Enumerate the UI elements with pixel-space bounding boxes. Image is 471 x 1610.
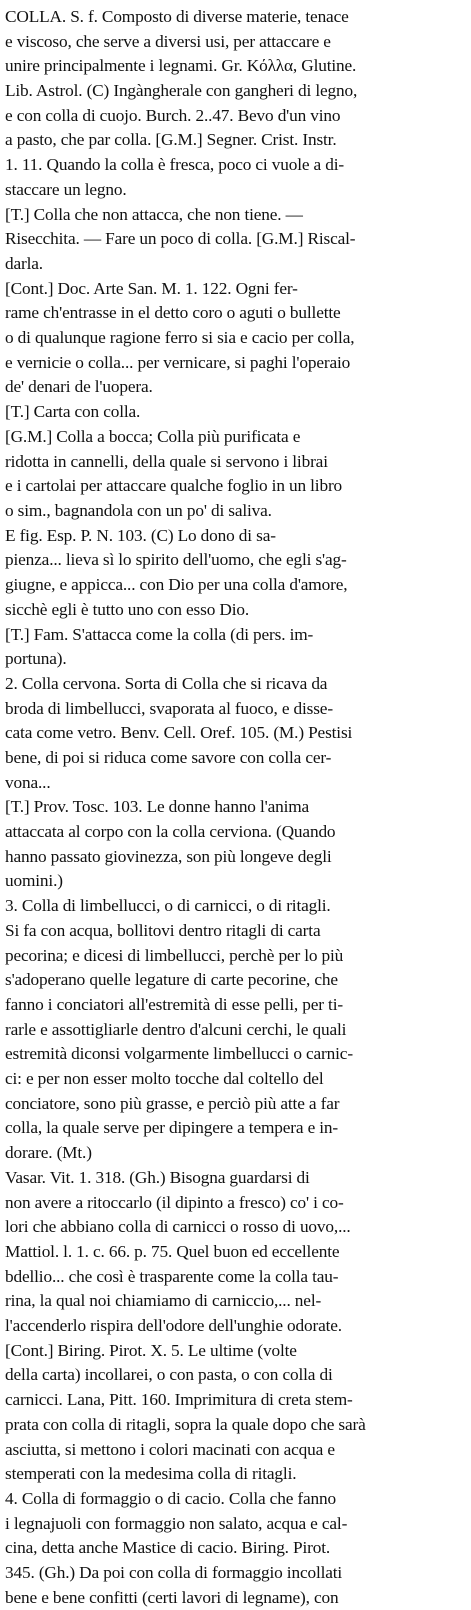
text-line: dorare. (Mt.) [5,1143,92,1163]
text-line: broda di limbellucci, svaporata al fuoco, e disse- [5,698,333,718]
text-line: Vasar. Vit. 1. 318. (Gh.) Bisogna guardarsi di [5,1167,310,1187]
text-line: [T.] Fam. S'attacca come la colla (di pers. im- [5,624,314,644]
text-line: cata come vetro. Benv. Cell. Oref. 105. (M.) Pestisi [5,723,353,743]
text-line: unire principalmente i legnami. Gr. Κόλλα, Glutine. [5,56,357,76]
entry-colla-di-limbellucci [5,894,463,1166]
text-line: 345. (Gh.) Da poi con colla di formaggio incollati [5,1563,343,1583]
text-line: Risecchita. — Fare un poco di colla. [G.M.] Riscal- [5,229,356,249]
text-line: e vernicie o colla... per vernicare, si paghi l'operaio [5,352,351,372]
text-line: [Cont.] Doc. Arte San. M. 1. 122. Ogni fer- [5,278,298,298]
text-line: fanno i conciatori all'estremità di esse pelli, per ti- [5,994,343,1014]
text-line: attaccata al corpo con la colla cerviona. (Quando [5,822,336,842]
text-line: Si fa con acqua, bollitovi dentro ritagli di carta [5,920,321,940]
text-line: bene e bene confitti (certi lavori di legname), con [5,1587,339,1607]
text-line: bene, di poi si riduca come savore con colla cer- [5,747,332,767]
text-line: l'accenderlo rispira dell'odore dell'unghie odorate. [5,1316,342,1336]
text-line: vona... [5,772,51,792]
text-line: bdellio... che così è trasparente come la colla tau- [5,1266,339,1286]
text-line: [T.] Colla che non attacca, che non tiene. — [5,204,303,224]
text-line: de' denari de l'uopera. [5,377,153,397]
text-line: 2. Colla cervona. Sorta di Colla che si ricava da [5,673,328,693]
text-line: [Cont.] Biring. Pirot. X. 5. Le ultime (volte [5,1340,297,1360]
entry-familiar-sense [5,623,463,672]
text-line: 4. Colla di formaggio o di cacio. Colla che fanno [5,1489,336,1508]
text-line: e viscoso, che serve a diversi usi, per attaccare e [5,31,331,51]
text-line: 3. Colla di limbellucci, o di carnicci, o di ritagli. [5,896,331,916]
text-line: portuna). [5,649,67,669]
text-line: giugne, e appicca... con Dio per una colla d'amore, [5,575,348,595]
text-line: e i cartolai per attaccare qualche foglio in un libro [5,476,343,496]
text-line: hanno passato giovinezza, son più longeve degli [5,846,332,866]
text-line: asciutta, si mettono i colori macinati con acqua e [5,1439,335,1459]
text-line: darla. [5,253,43,273]
text-line: lori che abbiano colla di carnicci o rosso di uovo,... [5,1217,351,1237]
text-line: [G.M.] Colla a bocca; Colla più purificata e [5,426,301,446]
entry-figurative-sense [5,524,463,623]
text-line: estremità diconsi volgarmente limbellucci o carnic- [5,1044,353,1064]
text-line: s'adoperano quelle legature di carte pecorine, che [5,970,338,990]
text-line: o sim., bagnandola con un po' di saliva. [5,500,272,520]
text-line: rame ch'entrasse in el detto coro o aguti o bullette [5,303,341,323]
text-line: della carta) incollarei, o con pasta, o con colla di [5,1365,333,1385]
text-line: a pasto, che par colla. [G.M.] Segner. Crist. Instr. [5,130,337,150]
entry-colla-citation [5,277,463,400]
text-line: non avere a ritoccarlo (il dipinto a fresco) co' i co- [5,1192,344,1212]
text-line: sicchè egli è tutto uno con esso Dio. [5,599,250,619]
text-line: rarle e assottigliarle dentro d'alcuni cerchi, le quali [5,1019,347,1039]
text-line: e con colla di cuojo. Burch. 2..47. Bevo d'un vino [5,105,341,125]
entry-biring-citation [5,1339,463,1487]
text-line: pienza... lieva sì lo spirito dell'uomo, che egli s'ag- [5,550,347,570]
text-line: conciatore, sono più grasse, e perciò più atte a far [5,1093,340,1113]
entry-colla-a-bocca [5,425,463,524]
text-line: 1. 11. Quando la colla è fresca, poco ci vuole a di- [5,155,344,175]
text-line: pecorina; e dicesi di limbellucci, perchè per lo più [5,945,344,965]
text-line: ci: e per non esser molto tocche dal coltello del [5,1069,324,1088]
entry-colla-cervona [5,672,463,795]
entry-colla-usage [5,203,463,277]
text-line: o di qualunque ragione ferro si sia e cacio per colla, [5,328,355,348]
text-line: rina, la qual noi chiamiamo di carniccio,... nel- [5,1291,322,1311]
text-line: ridotta in cannelli, della quale si servono i librai [5,451,328,471]
text-line: stemperati con la medesima colla di ritagli. [5,1464,297,1484]
text-line: carnicci. Lana, Pitt. 160. Imprimitura di creta stem- [5,1390,353,1410]
entry-colla-definition [5,5,463,203]
entry-vasari-citation [5,1166,463,1339]
text-line: staccare un legno. [5,179,127,199]
entry-colla-di-formaggio [5,1487,463,1610]
text-line: cina, detta anche Mastice di cacio. Biring. Pirot. [5,1538,331,1558]
text-line: Mattiol. l. 1. c. 66. p. 75. Quel buon ed eccellente [5,1241,340,1261]
entry-proverb [5,795,463,894]
text-line: prata con colla di ritagli, sopra la quale dopo che sarà [5,1414,366,1434]
text-line: COLLA. S. f. Composto di diverse materie, tenace [5,7,349,26]
entry-carta-con-colla [5,400,463,425]
text-line: [T.] Prov. Tosc. 103. Le donne hanno l'anima [5,797,310,817]
text-line: [T.] Carta con colla. [5,402,141,422]
text-line: i legnajuoli con formaggio non salato, acqua e cal- [5,1513,348,1533]
text-line: E fig. Esp. P. N. 103. (C) Lo dono di sa- [5,525,276,545]
text-line: Lib. Astrol. (C) Ingàngherale con gangheri di legno, [5,81,358,101]
text-line: uomini.) [5,871,63,891]
text-line: colla, la quale serve per dipingere a tempera e in- [5,1118,339,1138]
